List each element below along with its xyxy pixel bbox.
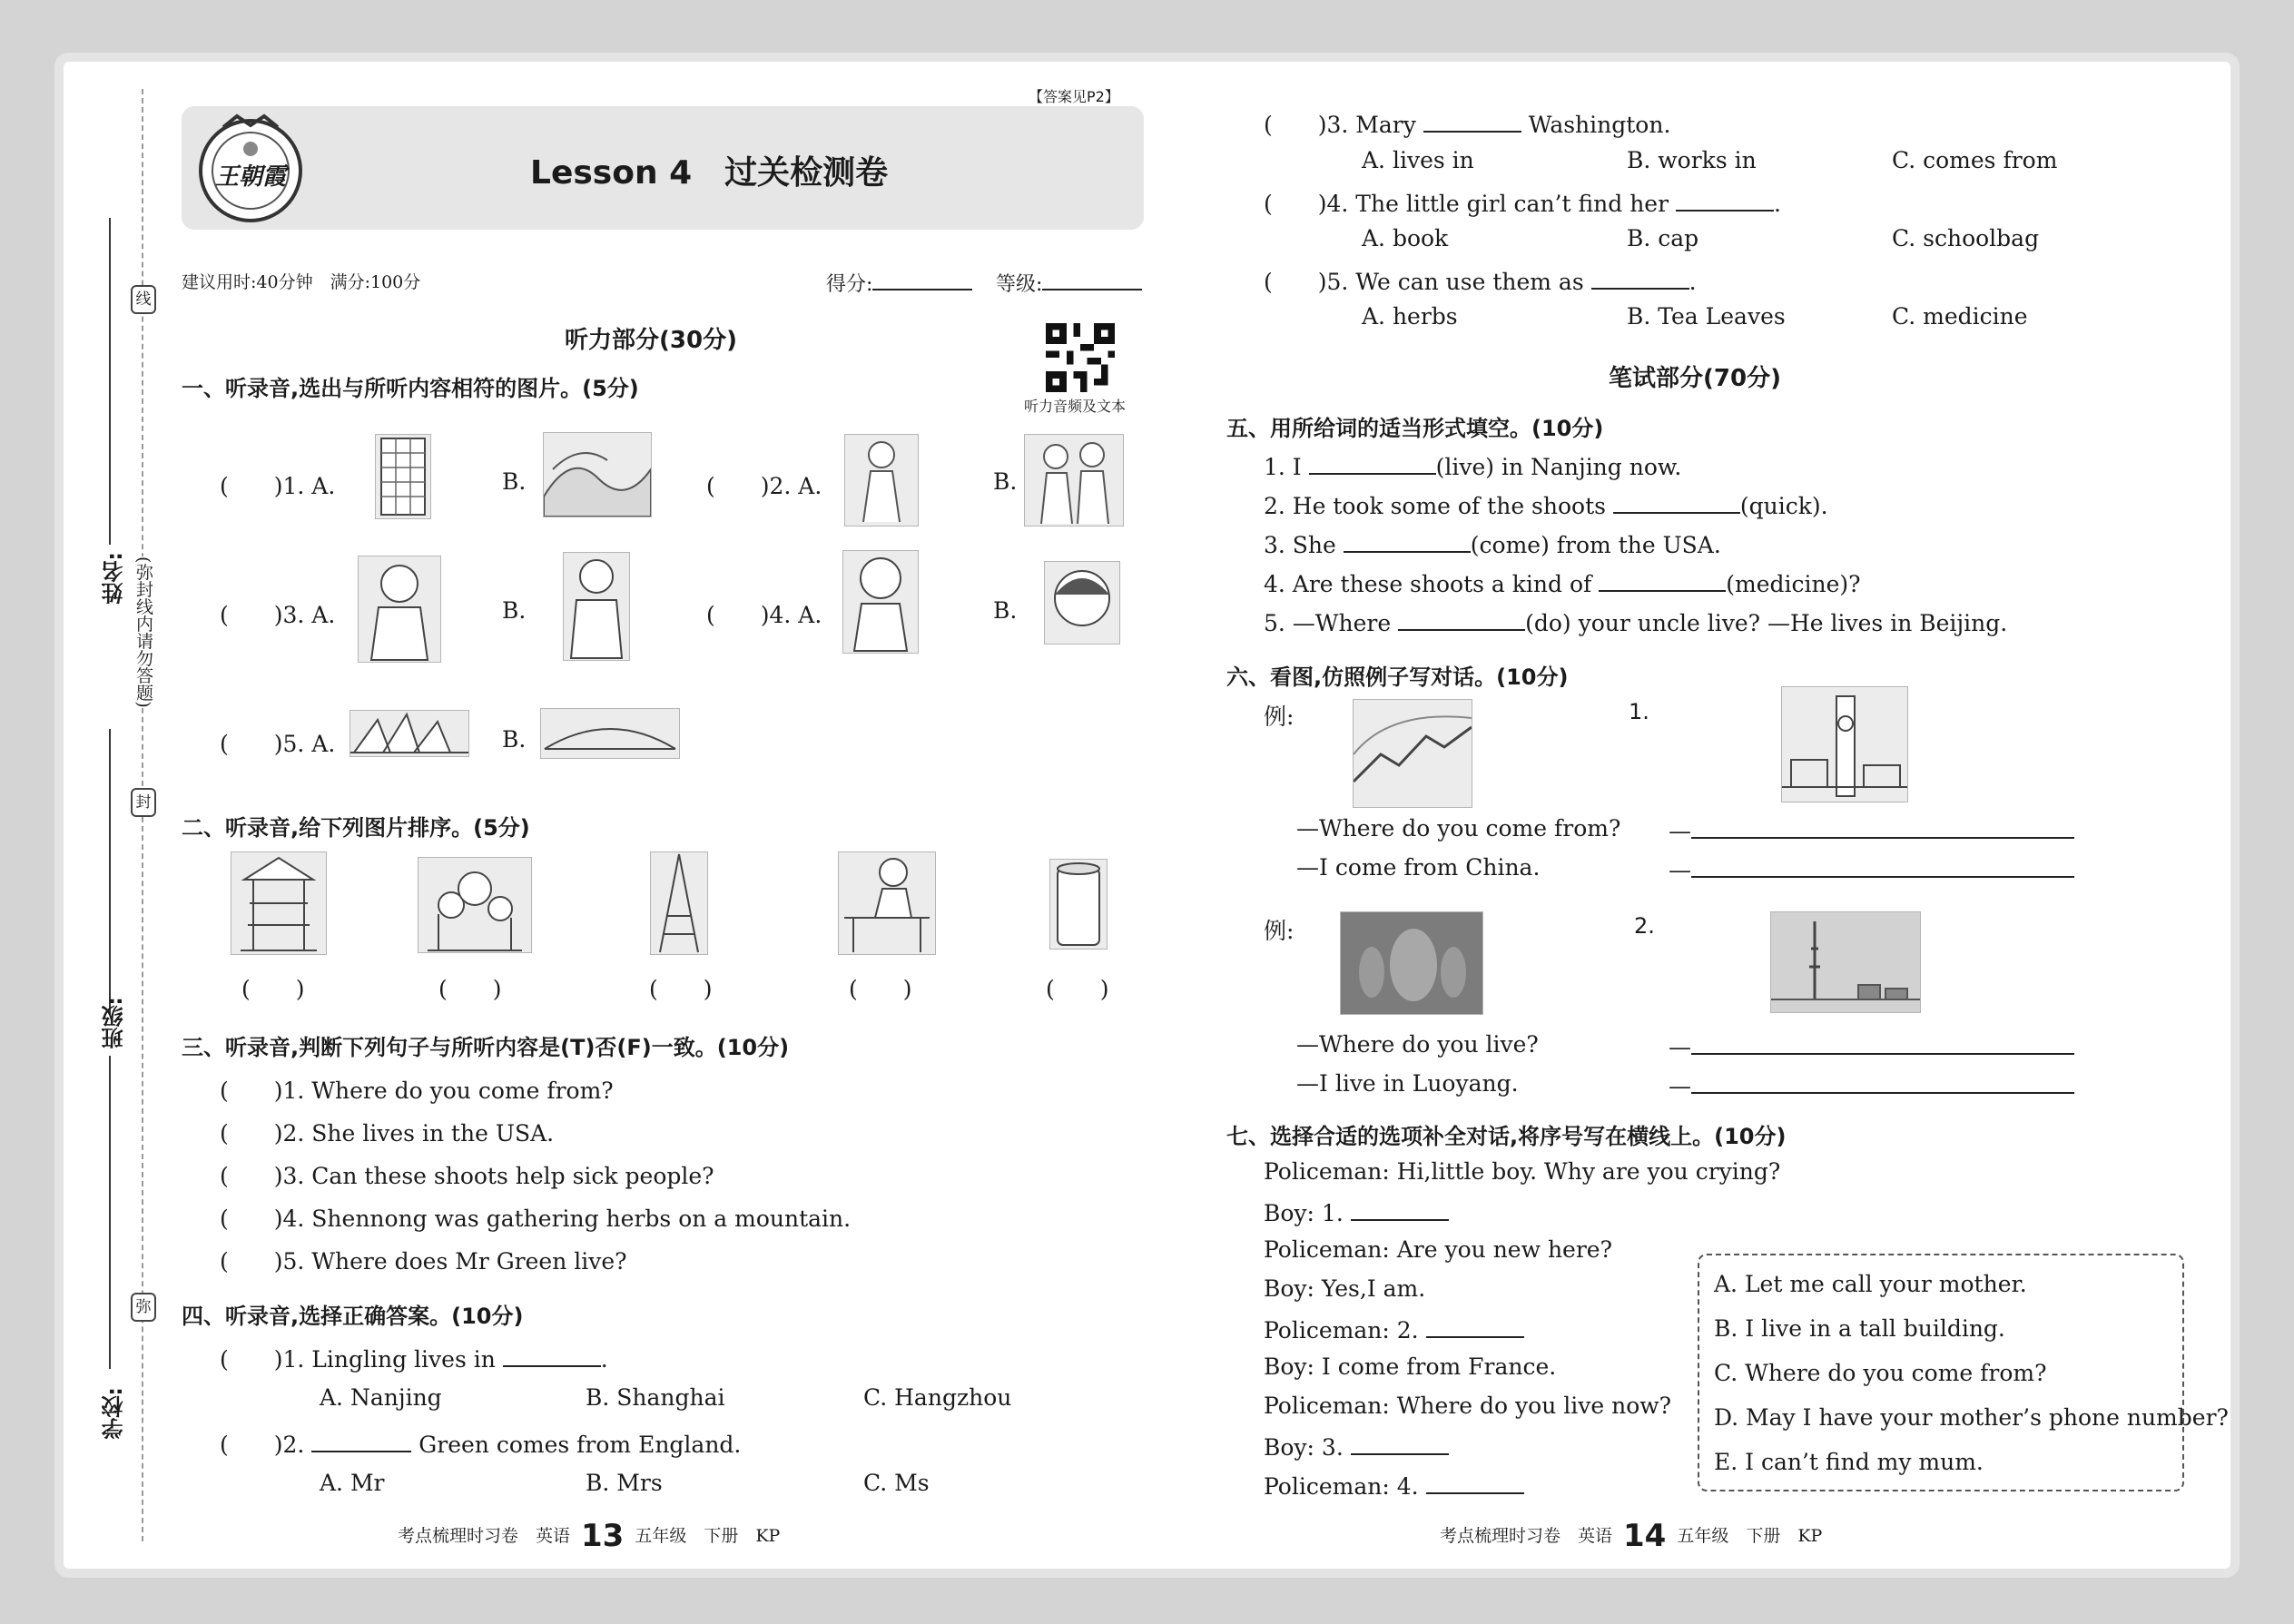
s4-q2-a: A. Mr <box>320 1470 385 1496</box>
image-great-wall <box>1353 699 1472 808</box>
s7-line-3: Policeman: Are you new here? <box>1264 1236 1612 1263</box>
seal-note: (弥封线内请勿答题) <box>131 556 156 708</box>
class-line <box>109 729 111 1015</box>
image-big-ben <box>1781 686 1908 802</box>
s6-number-2: 2. <box>1634 913 1655 939</box>
s2-paren-3: ( ) <box>649 976 713 1002</box>
s3-title: 三、听录音,判断下列句子与所听内容是(T)否(F)一致。(10分) <box>182 1035 790 1060</box>
s1-b4: B. <box>993 597 1018 624</box>
s6-answer-2b: — <box>1669 1070 2074 1099</box>
image-cathedral <box>418 857 532 953</box>
s4-q4-a: A. book <box>1362 225 1449 251</box>
s4-q2-c: C. Ms <box>863 1470 930 1496</box>
s2-paren-5: ( ) <box>1046 976 1109 1002</box>
time-limit: 建议用时:40分钟 满分:100分 <box>182 272 421 292</box>
image-tea-can <box>1049 859 1108 950</box>
name-label: 姓名: <box>102 552 127 605</box>
s1-b1: B. <box>502 468 527 495</box>
s1-q1: ( )1. A. <box>220 473 336 499</box>
s4-title: 四、听录音,选择正确答案。(10分) <box>182 1304 524 1329</box>
class-label: 班级: <box>102 997 127 1049</box>
page-number-right: 14 <box>1623 1518 1667 1554</box>
s2-paren-1: ( ) <box>241 976 305 1002</box>
s7-line-8: Boy: 3. <box>1264 1432 1449 1461</box>
logo-text: 王朝霞 <box>214 163 286 191</box>
s4-q5: ( )5. We can use them as . <box>1264 264 1697 297</box>
image-eiffel-tower <box>650 851 708 955</box>
image-longmen-grottoes <box>1340 911 1483 1015</box>
s5-item-3: 3. She (come) from the USA. <box>1264 529 1721 558</box>
image-building <box>375 434 431 519</box>
seal-xian: 线 <box>131 285 156 314</box>
s7-line-2: Boy: 1. <box>1264 1197 1449 1226</box>
s7-line-7: Policeman: Where do you live now? <box>1264 1393 1672 1419</box>
image-female-doctor <box>358 556 441 663</box>
s3-item-5: ( )5. Where does Mr Green live? <box>220 1248 627 1275</box>
s4-q1: ( )1. Lingling lives in . <box>220 1342 608 1374</box>
s6-example-label-1: 例: <box>1264 704 1295 730</box>
s4-q2: ( )2. Green comes from England. <box>220 1427 741 1460</box>
grade-label: 等级: <box>996 273 1043 296</box>
s7-line-4: Boy: Yes,I am. <box>1264 1275 1426 1302</box>
s7-line-5: Policeman: 2. <box>1264 1314 1524 1343</box>
s4-q3-a: A. lives in <box>1362 147 1474 173</box>
s4-q5-c: C. medicine <box>1892 303 2028 330</box>
s6-number-1: 1. <box>1629 699 1649 724</box>
s3-item-2: ( )2. She lives in the USA. <box>220 1120 555 1147</box>
image-city-tower <box>1770 911 1921 1013</box>
page-title: Lesson 4 过关检测卷 <box>530 154 889 192</box>
page-number-left: 13 <box>581 1518 625 1554</box>
seal-mi: 弥 <box>131 1293 156 1322</box>
option-e: E. I can’t find my mum. <box>1714 1449 1984 1475</box>
s3-item-3: ( )3. Can these shoots help sick people? <box>220 1163 714 1189</box>
s6-title: 六、看图,仿照例子写对话。(10分) <box>1226 664 1569 690</box>
s7-line-6: Boy: I come from France. <box>1264 1353 1557 1380</box>
listening-title: 听力部分(30分) <box>565 327 737 354</box>
s1-b3: B. <box>502 597 527 624</box>
s6-ex1-line-2: —I come from China. <box>1296 854 1541 881</box>
s4-q5-a: A. herbs <box>1362 303 1458 330</box>
s4-q1-c: C. Hangzhou <box>863 1384 1012 1411</box>
s5-item-5: 5. —Where (do) your uncle live? —He lives in Beijing. <box>1264 607 2007 636</box>
s1-q3: ( )3. A. <box>220 602 336 628</box>
school-line <box>109 1056 111 1369</box>
s5-item-2: 2. He took some of the shoots (quick). <box>1264 490 1828 519</box>
s2-title: 二、听录音,给下列图片排序。(5分) <box>182 815 530 841</box>
image-pagoda <box>231 851 327 955</box>
s4-q4-c: C. schoolbag <box>1892 225 2040 251</box>
s6-answer-2a: — <box>1669 1031 2074 1060</box>
s1-b5: B. <box>502 726 527 753</box>
s3-item-4: ( )4. Shennong was gathering herbs on a mountain. <box>220 1206 852 1232</box>
s6-ex1-line-1: —Where do you come from? <box>1296 815 1621 842</box>
s4-q3-b: B. works in <box>1627 147 1757 173</box>
s1-b2: B. <box>993 468 1018 495</box>
school-label: 学校: <box>102 1387 127 1440</box>
option-d: D. May I have your mother’s phone number? <box>1714 1404 2229 1431</box>
footer-right: 考点梳理时习卷 英语 14 五年级 下册 KP <box>1440 1518 1823 1554</box>
s2-paren-2: ( ) <box>438 976 502 1002</box>
option-c: C. Where do you come from? <box>1714 1360 2047 1386</box>
name-line <box>109 218 111 545</box>
s6-ex2-line-2: —I live in Luoyang. <box>1296 1070 1519 1097</box>
s2-paren-4: ( ) <box>849 976 912 1002</box>
s4-q5-b: B. Tea Leaves <box>1627 303 1786 330</box>
s5-title: 五、用所给词的适当形式填空。(10分) <box>1226 416 1604 441</box>
image-bridge <box>540 708 680 759</box>
image-boy-doctor <box>563 552 630 661</box>
s5-item-1: 1. I (live) in Nanjing now. <box>1264 451 1681 480</box>
s4-q3-c: C. comes from <box>1892 147 2058 173</box>
s7-title: 七、选择合适的选项补全对话,将序号写在横线上。(10分) <box>1226 1124 1787 1149</box>
s4-q2-b: B. Mrs <box>586 1470 663 1496</box>
s4-q1-a: A. Nanjing <box>320 1384 442 1411</box>
s6-answer-1a: — <box>1669 815 2074 844</box>
footer-left: 考点梳理时习卷 英语 13 五年级 下册 KP <box>398 1518 781 1554</box>
s6-answer-1b: — <box>1669 854 2074 883</box>
s5-item-4: 4. Are these shoots a kind of (medicine)? <box>1264 568 1861 597</box>
option-a: A. Let me call your mother. <box>1714 1271 2027 1297</box>
s6-ex2-line-1: —Where do you live? <box>1296 1031 1539 1058</box>
s4-q4: ( )4. The little girl can’t find her . <box>1264 186 1781 219</box>
image-landscape <box>543 432 652 517</box>
grade-field <box>996 267 1142 297</box>
s7-line-1: Policeman: Hi,little boy. Why are you crying? <box>1264 1158 1781 1185</box>
s4-q4-b: B. cap <box>1627 225 1699 251</box>
brand-logo <box>187 111 314 225</box>
image-crying-girl <box>842 550 919 654</box>
image-boy-writing <box>838 851 936 955</box>
image-smiling-girl <box>1044 561 1120 645</box>
writing-title: 笔试部分(70分) <box>1609 365 1781 392</box>
qr-code <box>1044 323 1117 392</box>
option-b: B. I live in a tall building. <box>1714 1315 2005 1342</box>
score-label: 得分: <box>826 273 873 296</box>
s1-q4: ( )4. A. <box>706 602 822 628</box>
s4-q1-b: B. Shanghai <box>586 1384 725 1411</box>
s1-q2: ( )2. A. <box>706 473 822 499</box>
answer-ref: 【答案见P2】 <box>1029 88 1119 105</box>
seal-feng: 封 <box>131 788 156 817</box>
s3-item-1: ( )1. Where do you come from? <box>220 1078 614 1104</box>
s1-q5: ( )5. A. <box>220 731 336 757</box>
s6-example-label-2: 例: <box>1264 918 1295 944</box>
score-field <box>826 267 972 297</box>
s4-q3: ( )3. Mary Washington. <box>1264 107 1670 140</box>
s1-title: 一、听录音,选出与所听内容相符的图片。(5分) <box>182 376 639 401</box>
image-opera-house <box>350 710 469 757</box>
qr-caption: 听力音频及文本 <box>1024 398 1127 415</box>
binding-margin <box>64 62 182 1569</box>
image-child-picking <box>844 434 919 527</box>
image-two-people <box>1024 434 1124 527</box>
s7-line-9: Policeman: 4. <box>1264 1471 1524 1500</box>
